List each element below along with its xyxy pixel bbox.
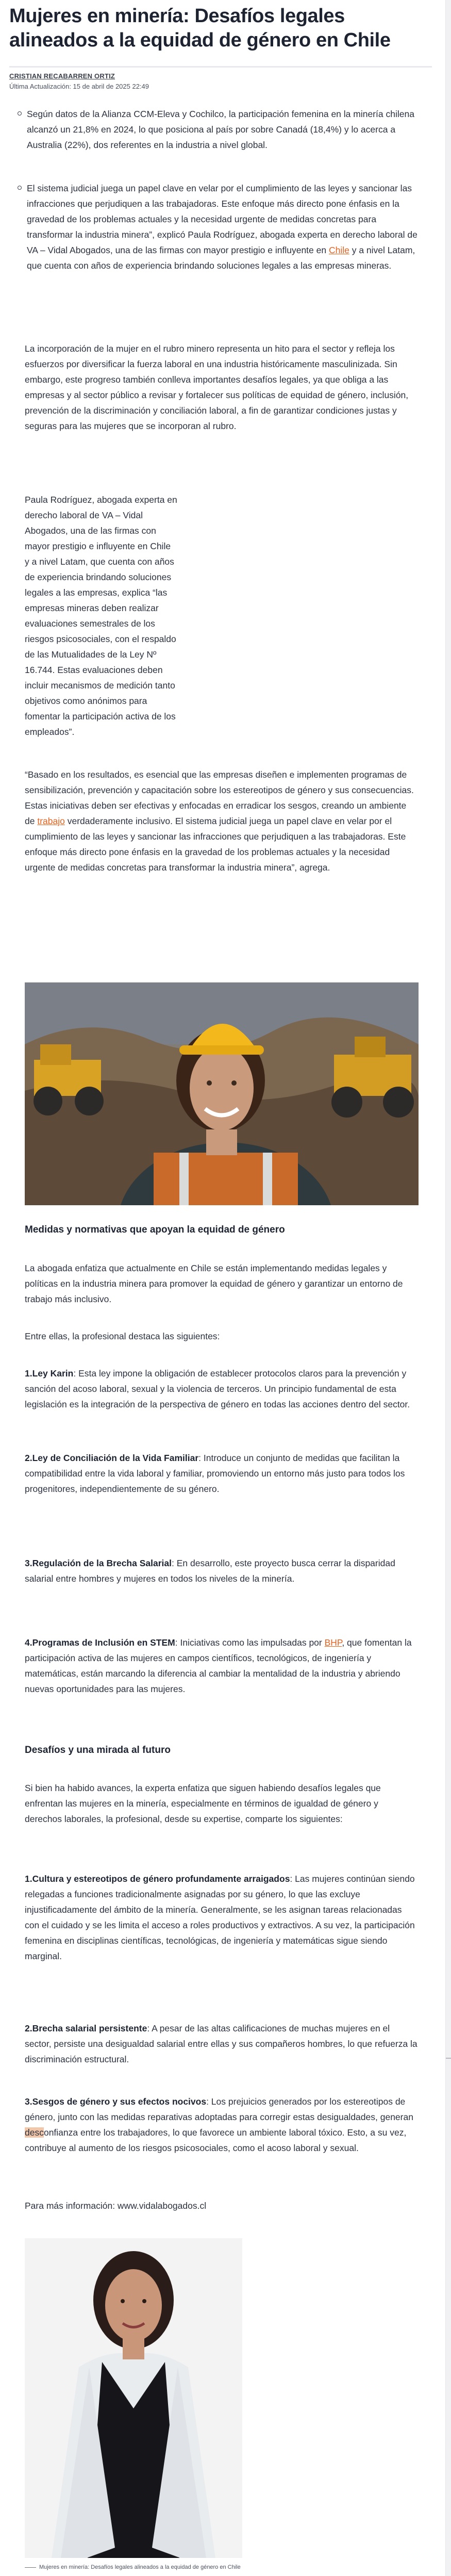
paragraph-text: La abogada enfatiza que actualmente en Chile se están implementando medidas legales y políticas en la industria minera para promover la equidad de género y garantizar un entorno de trabajo más inclusivo. — [25, 1263, 403, 1304]
list-item-title: 1.Ley Karin — [25, 1368, 74, 1379]
section-heading: Desafíos y una mirada al futuro — [25, 1745, 171, 1755]
list-item-title: 3.Regulación de la Brecha Salarial — [25, 1558, 172, 1568]
bullet-text: y a nivel Latam, que cuenta con años de experiencia brindando soluciones legales a las empresas mineras. — [27, 245, 415, 271]
list-item-text: : Iniciativas como las impulsadas por — [175, 1637, 325, 1648]
paragraph-text: Si bien ha habido avances, la experta enfatiza que siguen habiendo desafíos legales que enfrentan las mujeres en la minería, especialmente en términos de igualdad de género y derechos laborales, la profesional, desde su expertise, comparte los siguientes: — [25, 1783, 381, 1824]
lawyer-portrait-photo — [25, 2238, 242, 2558]
miner-woman-photo — [25, 982, 419, 1205]
author-link[interactable]: CRISTIAN RECABARREN ORTIZ — [9, 72, 115, 80]
list-item-text: , que fomentan la participación activa de las mujeres en campos científicos, tecnológicos, de ingeniería y matemáticas, están marcando la diferencia al cambiar la mentalidad de la industria y abriendo nuevas oportunidades para las mujeres. — [25, 1637, 412, 1694]
image-caption: Mujeres en minería: Desafíos legales alineados a la equidad de género en Chile — [39, 2564, 241, 2570]
paragraph — [25, 767, 417, 875]
bullet-text: Según datos de la Alianza CCM-Eleva y Cochilco, la participación femenina en la minería chilena alcanzó un 21,8% en 2024, lo que posiciona al país por sobre Canadá (18,4%) y lo acerca a Australia (22%), dos referentes en la industria a nivel global. — [27, 109, 414, 150]
chile-link[interactable]: Chile — [328, 245, 349, 255]
paragraph — [25, 483, 177, 748]
bullet-item — [27, 106, 417, 153]
miner-woman-illustration — [25, 982, 419, 1205]
list-item-title: 2.Brecha salarial persistente — [25, 2023, 147, 2033]
list-item — [25, 1555, 417, 1586]
list-item — [25, 1635, 417, 1697]
list-item — [25, 1871, 417, 1964]
paragraph-text: verdaderamente inclusivo. El sistema judicial juega un papel clave en velar por el cumplimiento de las leyes y sancionar las infracciones que perjudiquen a las trabajadoras. Este enfoque más directo pone énfasis en la gravedad de los problemas actuales y la necesidad urgente de medidas concretas para transformar la industria minera”, agrega. — [25, 816, 406, 873]
list-item-text: : Las mujeres continúan siendo relegadas a funciones tradicionalmente asignadas por su género, lo que las excluye injustificadamente del ámbito de la minería. Generalmente, se les asignan tareas relacionadas con el cuidado y se les limita el acceso a roles productivos y extractivos. A su vez, la participación femenina en disciplinas científicas, tecnológicas, de ingeniería y matemáticas sigue siendo marginal. — [25, 1874, 415, 1961]
title-divider — [9, 66, 432, 68]
more-info-text: Para más información: www.vidalabogados.cl — [25, 2201, 207, 2211]
paragraph — [25, 1260, 417, 1307]
list-item-text: : En desarrollo, este proyecto busca cerrar la disparidad salarial entre hombres y mujeres en todos los niveles de la minería. — [25, 1558, 395, 1584]
list-item-title: 1.Cultura y estereotipos de género profundamente arraigados — [25, 1874, 290, 1884]
list-item — [25, 2021, 417, 2067]
page-scrollbar[interactable] — [445, 0, 451, 2576]
list-item — [25, 2094, 417, 2156]
trabajo-link[interactable]: trabajo — [37, 816, 65, 826]
paragraph — [25, 341, 417, 434]
list-item-text: : Los prejuicios generados por los estereotipos de género, junto con las medidas reparativas adoptadas para corregir estas desigualdades, generan — [25, 2096, 413, 2122]
list-item — [25, 1366, 417, 1412]
bullet-marker — [18, 111, 22, 116]
list-item-text: : Esta ley impone la obligación de establecer protocolos claros para la prevención y sanción del acoso laboral, sexual y la violencia de terceros. Un principio fundamental de esta legislación es la integración de la perspectiva de género en todas las acciones dentro del sector. — [25, 1368, 410, 1409]
bhp-link[interactable]: BHP — [324, 1637, 342, 1648]
bullet-text: El sistema judicial juega un papel clave en velar por el cumplimiento de las leyes y sancionar las infracciones que perjudiquen a las trabajadoras. Este enfoque más directo pone énfasis en la gravedad de los problemas actuales y la necesidad urgente de medidas concretas para transformar la industria minera”, explicó Paula Rodríguez, abogada experta en derecho laboral de VA – Vidal Abogados, una de las firmas con mayor prestigio e influyente en — [27, 183, 417, 255]
list-item — [25, 1450, 417, 1497]
paragraph — [25, 1780, 417, 1827]
list-item-title: 3.Sesgos de género y sus efectos nocivos — [25, 2096, 207, 2107]
bullet-marker — [18, 186, 22, 190]
highlighted-text: desc — [25, 2127, 44, 2138]
list-item-text: : Introduce un conjunto de medidas que facilitan la compatibilidad entre la vida laboral y familiar, promoviendo un entorno más justo para todos los progenitores, independientemente de su género. — [25, 1453, 405, 1494]
portrait-illustration — [25, 2238, 242, 2558]
paragraph-text: Paula Rodríguez, abogada experta en derecho laboral de VA – Vidal Abogados, una de las firmas con mayor prestigio e influyente en Chile y a nivel Latam, que cuenta con años de experiencia brindando soluciones legales a las empresas, explica “las empresas mineras deben realizar evaluaciones semestrales de los riesgos psicosociales, con el respaldo de las Mutualidades de la Ley Nº 16.744. Estas evaluaciones deben incluir mecanismos de medición tanto objetivos como anónimos para fomentar la participación activa de los empleados”. — [25, 494, 177, 737]
list-item-text: onfianza entre los trabajadores, lo que favorece un ambiente laboral tóxico. Esto, a su vez, contribuye al aumento de los riesgos psicosociales, como el acoso laboral y sexual. — [25, 2127, 407, 2153]
updated-date: Última Actualización: 15 de abril de 2025 22:49 — [9, 83, 149, 90]
paragraph-text: Entre ellas, la profesional destaca las siguientes: — [25, 1331, 220, 1341]
list-item-title: 4.Programas de Inclusión en STEM — [25, 1637, 175, 1648]
paragraph-text: La incorporación de la mujer en el rubro minero representa un hito para el sector y refleja los esfuerzos por diversificar la fuerza laboral en una industria históricamente masculinizada. Sin embargo, este progreso también conlleva importantes desafíos legales, ya que obliga a las empresas y al sector público a revisar y fortalecer sus políticas de equidad de género, inclusión, prevención de la discriminación y conciliación laboral, a fin de garantizar condiciones justas y seguras para las mujeres que se incorporan al rubro. — [25, 343, 409, 431]
paragraph-text: “Basado en los resultados, es esencial que las empresas diseñen e implementen programas de sensibilización, prevención y capacitación sobre los estereotipos de género y sus consecuencias. Estas iniciativas deben ser efectivas y enfocadas en erradicar los sesgos, creando un ambiente de — [25, 769, 414, 826]
caption-divider — [25, 2567, 36, 2568]
paragraph — [25, 2198, 417, 2213]
list-item-text: : A pesar de las altas calificaciones de muchas mujeres en el sector, persiste una desigualdad salarial entre ellas y sus compañeros hombres, lo que refuerza la discriminación estructural. — [25, 2023, 417, 2064]
paragraph — [25, 1328, 417, 1344]
scrollbar-thumb[interactable] — [446, 2058, 451, 2059]
article-title: Mujeres en minería: Desafíos legales alineados a la equidad de género en Chile — [9, 5, 391, 51]
list-item-title: 2.Ley de Conciliación de la Vida Familiar — [25, 1453, 199, 1463]
section-heading: Medidas y normativas que apoyan la equidad de género — [25, 1224, 285, 1235]
bullet-item — [27, 181, 417, 273]
